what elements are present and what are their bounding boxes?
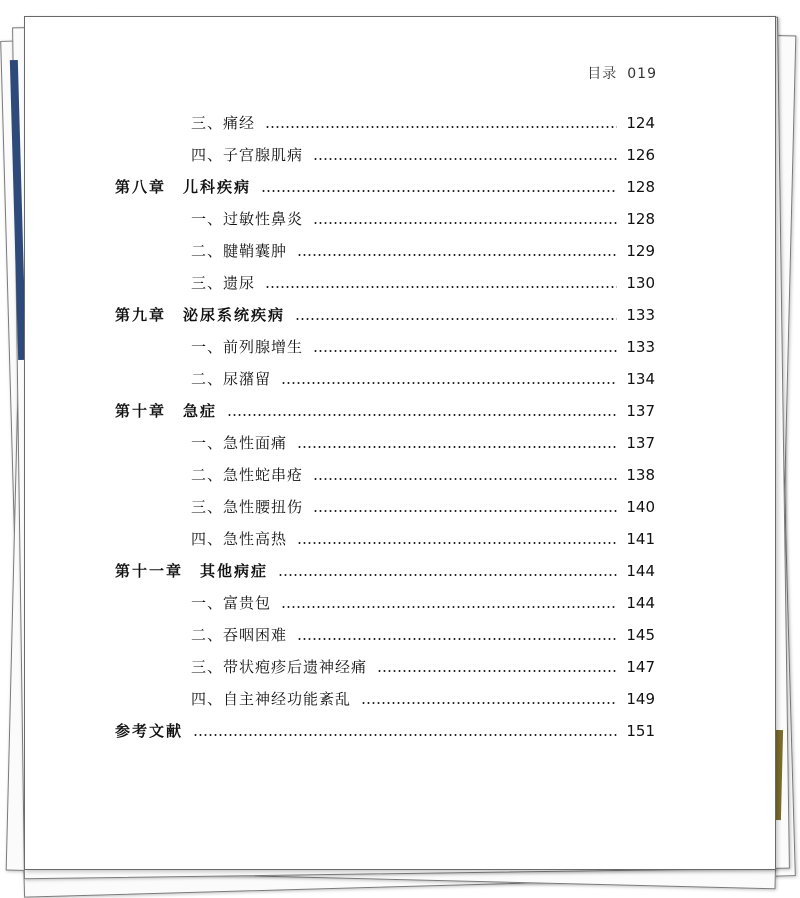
toc-entry[interactable] [191,592,655,618]
toc-entry-page: 151 [626,722,655,740]
toc-entry[interactable] [191,624,655,650]
toc-entry[interactable] [191,208,655,234]
toc-entry-page: 124 [626,114,655,132]
toc-entry-label: 四、急性高热 [191,530,288,548]
dot-leader [313,157,617,161]
toc-entry-label: 第十一章 其他病症 [115,562,269,580]
toc-entry[interactable] [191,368,655,394]
toc-chapter-entry[interactable] [115,400,655,426]
dot-leader [227,413,617,417]
toc-entry-page: 129 [626,242,655,260]
dot-leader [278,573,617,577]
toc-entry-page: 126 [626,146,655,164]
toc-entry[interactable] [191,688,655,714]
toc-entry-label: 四、自主神经功能紊乱 [191,690,352,708]
toc-entry-page: 134 [626,370,655,388]
toc-entry-label: 二、吞咽困难 [191,626,288,644]
toc-entry-label: 四、子宫腺肌病 [191,146,304,164]
toc-chapter-entry[interactable] [115,560,655,586]
toc-entry-page: 147 [626,658,655,676]
toc-entry-page: 141 [626,530,655,548]
toc-entry[interactable] [191,432,655,458]
toc-entry-page: 130 [626,274,655,292]
toc-entry-label: 参考文献 [115,722,184,740]
dot-leader [265,125,617,129]
toc-entry[interactable] [191,496,655,522]
toc-entry-label: 三、遗尿 [191,274,256,292]
dot-leader [281,381,617,385]
toc-page [24,16,776,870]
toc-entry[interactable] [191,528,655,554]
toc-entry-page: 133 [626,338,655,356]
toc-entry-label: 一、过敏性鼻炎 [191,210,304,228]
dot-leader [261,189,617,193]
dot-leader [297,445,617,449]
toc-entry-label: 一、急性面痛 [191,434,288,452]
toc-entry-page: 138 [626,466,655,484]
dot-leader [193,733,617,737]
toc-chapter-entry[interactable] [115,720,655,746]
toc-entry-label: 三、急性腰扭伤 [191,498,304,516]
toc-entry-page: 144 [626,594,655,612]
dot-leader [313,509,617,513]
toc-entry[interactable] [191,272,655,298]
toc-entry-page: 133 [626,306,655,324]
toc-entry-page: 144 [626,562,655,580]
toc-entry[interactable] [191,656,655,682]
toc-entry-label: 二、腱鞘囊肿 [191,242,288,260]
toc-entry-page: 140 [626,498,655,516]
toc-entry[interactable] [191,144,655,170]
toc-entry-label: 第九章 泌尿系统疾病 [115,306,286,324]
toc-chapter-entry[interactable] [115,304,655,330]
toc-entry[interactable] [191,336,655,362]
dot-leader [313,221,617,225]
dot-leader [377,669,617,673]
toc-entry-label: 三、带状疱疹后遗神经痛 [191,658,368,676]
dot-leader [281,605,617,609]
toc-entry-label: 第八章 儿科疾病 [115,178,252,196]
dot-leader [295,317,617,321]
dot-leader [297,253,617,257]
dot-leader [297,541,617,545]
toc-entry-label: 一、富贵包 [191,594,272,612]
dot-leader [313,477,617,481]
toc-entry-label: 二、尿潴留 [191,370,272,388]
toc-entry-page: 137 [626,434,655,452]
header-page-number: 019 [627,66,657,82]
toc-entry-label: 一、前列腺增生 [191,338,304,356]
dot-leader [361,701,617,705]
toc-entry-label: 三、痛经 [191,114,256,132]
toc-entry-page: 137 [626,402,655,420]
dot-leader [297,637,617,641]
toc-entry-page: 145 [626,626,655,644]
dot-leader [265,285,617,289]
running-header [587,63,657,83]
toc-entry-page: 128 [626,210,655,228]
toc-chapter-entry[interactable] [115,176,655,202]
toc-entry[interactable] [191,464,655,490]
toc-entry-label: 二、急性蛇串疮 [191,466,304,484]
toc-entry-page: 128 [626,178,655,196]
toc-entry[interactable] [191,240,655,266]
dot-leader [313,349,617,353]
header-section-title: 目录 [587,66,618,82]
toc-entry[interactable] [191,112,655,138]
toc-entry-page: 149 [626,690,655,708]
toc-entry-label: 第十章 急症 [115,402,218,420]
